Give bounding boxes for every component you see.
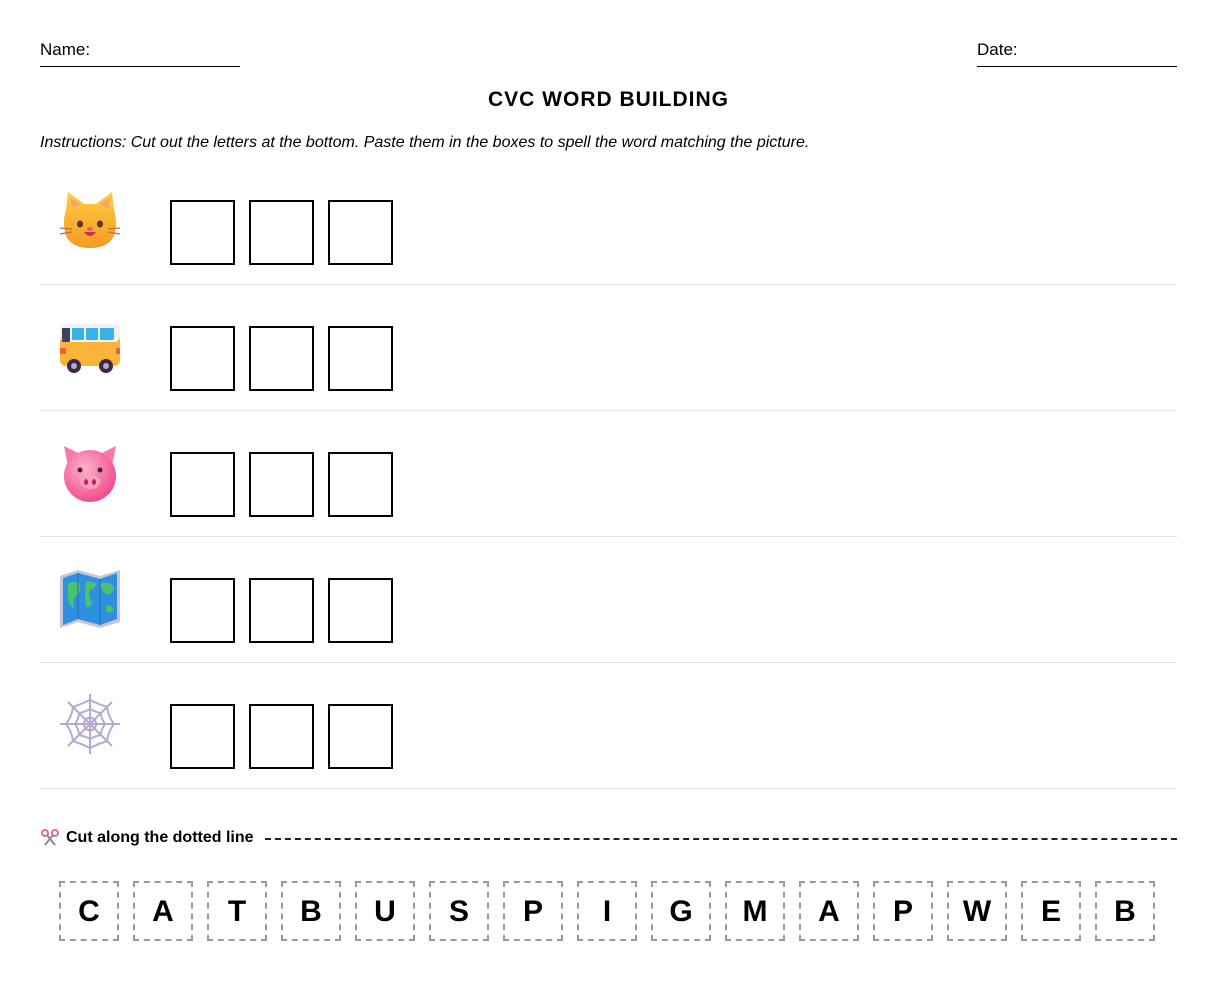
letter-box[interactable]: [249, 326, 314, 391]
letter-box[interactable]: [170, 326, 235, 391]
letter-box[interactable]: [328, 326, 393, 391]
letter-tile[interactable]: A: [799, 881, 859, 941]
dotted-line: [265, 838, 1177, 840]
letter-tile[interactable]: P: [873, 881, 933, 941]
word-row: [40, 158, 1177, 285]
pig-face-icon: [58, 440, 122, 504]
cut-line: [40, 828, 1177, 848]
letter-tile[interactable]: U: [355, 881, 415, 941]
world-map-icon: [58, 566, 122, 630]
letter-box[interactable]: [328, 200, 393, 265]
letter-tile[interactable]: W: [947, 881, 1007, 941]
letter-box[interactable]: [170, 578, 235, 643]
letter-tile[interactable]: B: [281, 881, 341, 941]
scissors-icon: [40, 828, 60, 848]
letter-tile[interactable]: C: [59, 881, 119, 941]
letter-box[interactable]: [249, 452, 314, 517]
instructions-text: Instructions: Cut out the letters at the bottom. Paste them in the boxes to spell the word matching the picture.: [40, 134, 810, 151]
name-label: Name:: [40, 40, 91, 59]
letter-box[interactable]: [249, 578, 314, 643]
header: [40, 38, 1177, 68]
letter-box[interactable]: [249, 200, 314, 265]
letter-box[interactable]: [328, 704, 393, 769]
letter-tile[interactable]: P: [503, 881, 563, 941]
name-field[interactable]: [40, 38, 240, 67]
letter-tile[interactable]: B: [1095, 881, 1155, 941]
letter-tile[interactable]: G: [651, 881, 711, 941]
word-row: [40, 536, 1177, 663]
letter-tile[interactable]: I: [577, 881, 637, 941]
word-row: [40, 662, 1177, 789]
bus-icon: [58, 314, 122, 378]
letter-box[interactable]: [170, 704, 235, 769]
date-label: Date:: [977, 40, 1018, 59]
date-field[interactable]: [977, 38, 1177, 67]
word-row: [40, 410, 1177, 537]
cut-label: Cut along the dotted line: [66, 829, 254, 846]
letter-box[interactable]: [328, 578, 393, 643]
letter-box[interactable]: [170, 200, 235, 265]
letter-box[interactable]: [249, 704, 314, 769]
spider-web-icon: [58, 692, 122, 756]
letter-tile[interactable]: A: [133, 881, 193, 941]
letter-box[interactable]: [170, 452, 235, 517]
page-title: CVC WORD BUILDING: [488, 88, 729, 111]
letter-tile[interactable]: M: [725, 881, 785, 941]
letter-tile[interactable]: S: [429, 881, 489, 941]
letter-tile[interactable]: E: [1021, 881, 1081, 941]
letter-tile[interactable]: T: [207, 881, 267, 941]
word-row: [40, 284, 1177, 411]
cat-face-icon: [58, 188, 122, 252]
letter-box[interactable]: [328, 452, 393, 517]
